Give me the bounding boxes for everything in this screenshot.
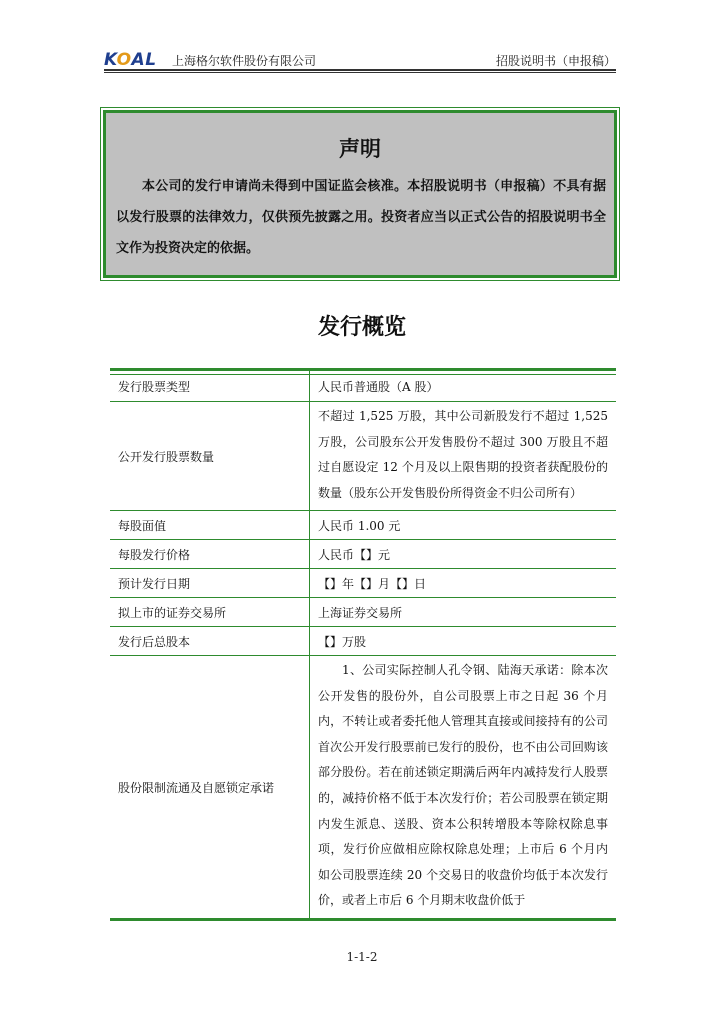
company-name: 上海格尔软件股份有限公司: [172, 54, 317, 68]
row-value: 不超过 1,525 万股，其中公司新股发行不超过 1,525 万股，公司股东公开发售股份不超过 300 万股且不超过自愿设定 12 个月及以上限售期的投资者获配股份的数量（股东公开发售股份所得资金不归公司所有）: [318, 409, 608, 500]
row-label: 每股发行价格: [110, 540, 310, 568]
table-row: [110, 540, 616, 569]
row-value: 【】年【】月【】日: [318, 576, 427, 591]
disclaimer-title: 声明: [339, 137, 381, 161]
disclaimer-text: 本公司的发行申请尚未得到中国证监会核准。本招股说明书（申报稿）不具有据以发行股票的法律效力，仅供预先披露之用。投资者应当以正式公告的招股说明书全文作为投资决定的依据。: [116, 179, 606, 256]
company-logo: KOAL: [104, 50, 157, 70]
row-label: 股份限制流通及自愿锁定承诺: [110, 656, 310, 918]
page-header: [104, 46, 616, 70]
row-value: 上海证券交易所: [318, 605, 403, 620]
row-value: 【】万股: [318, 634, 367, 649]
row-label: 拟上市的证券交易所: [110, 598, 310, 626]
table-row: [110, 371, 616, 402]
document-title: 招股说明书（申报稿）: [495, 54, 616, 68]
overview-heading: 发行概览: [317, 315, 406, 340]
table-row: [110, 656, 616, 918]
row-value: 1、公司实际控制人孔令钢、陆海天承诺：除本次公开发售的股份外，自公司股票上市之日起 36 个月内，不转让或者委托他人管理其直接或间接持有的公司首次公开发行股票前已发行的股份，也不由公司回购该部分股份。若在前述锁定期满后两年内减持发行人股票的，减持价格不低于本次发行价；若公司股票在锁定期内发生派息、送股、资本公积转增股本等除权除息事项，发行价应做相应除权除息处理；上市后 6 个月内如公司股票连续 20 个交易日的收盘价均低于本次发行价，或者上市后 6 个月期末收盘价低于: [318, 663, 608, 908]
header-divider: [104, 69, 616, 73]
row-label: 发行股票类型: [110, 371, 310, 401]
row-label: 发行后总股本: [110, 627, 310, 655]
issuance-overview-table: [110, 368, 616, 921]
row-value: 人民币 1.00 元: [318, 518, 401, 533]
table-row: [110, 402, 616, 511]
table-row: [110, 627, 616, 656]
row-label: 预计发行日期: [110, 569, 310, 597]
table-row: [110, 598, 616, 627]
row-label: 公开发行股票数量: [110, 402, 310, 510]
row-label: 每股面值: [110, 511, 310, 539]
table-row: [110, 511, 616, 540]
page-number: 1-1-2: [346, 950, 378, 964]
row-value: 人民币普通股（A 股）: [318, 379, 439, 394]
disclaimer-box: [103, 110, 617, 278]
row-value: 人民币【】元: [318, 547, 391, 562]
table-row: [110, 569, 616, 598]
